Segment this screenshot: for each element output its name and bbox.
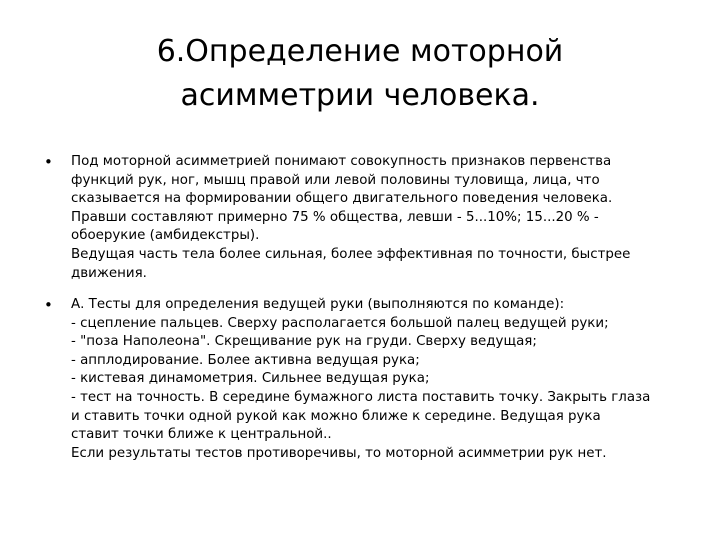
text-line: и ставить точки одной рукой как можно ближе к середине. Ведущая рука (71, 408, 601, 424)
text-line: Ведущая часть тела более сильная, более эффективная по точности, быстрее (71, 246, 631, 262)
text-line: А. Тесты для определения ведущей руки (выполняются по команде): (71, 297, 565, 312)
bullet-marker: • (44, 153, 53, 171)
bullet-list (44, 138, 684, 461)
text-line: - кистевая динамометрия. Сильнее ведущая рука; (71, 371, 430, 387)
text-line: - тест на точность. В середине бумажного листа поставить точку. Закрыть глаза (71, 389, 651, 405)
text-line: Под моторной асимметрией понимают совокупность признаков первенства (71, 154, 612, 169)
text-line: ставит точки ближе к центральной.. (71, 427, 332, 443)
text-line: - сцепление пальцев. Сверху располагается большой палец ведущей руки; (71, 315, 609, 331)
text-line: движения. (71, 265, 147, 281)
title-line: 6.Определение моторной (156, 34, 564, 69)
text-line: обоерукие (амбидекстры). (71, 228, 260, 244)
bullet-item-hand-tests (44, 296, 711, 463)
text-line: - апплодирование. Более активна ведущая рука; (71, 352, 420, 368)
text-line: сказывается на формировании общего двигательного поведения человека. (71, 191, 613, 207)
text-line: Правши составляют примерно 75 % общества, левши - 5...10%; 15...20 % - (71, 209, 599, 225)
bullet-marker: • (44, 296, 53, 314)
text-line: - "поза Наполеона". Скрещивание рук на груди. Сверху ведущая; (71, 334, 537, 350)
bullet-item-definition (44, 153, 684, 283)
slide-title (40, 30, 680, 118)
text-line: функций рук, ног, мышц правой или левой половины туловища, лица, что (71, 172, 600, 188)
title-line: асимметрии человека. (180, 78, 540, 113)
text-line: Если результаты тестов противоречивы, то моторной асимметрии рук нет. (71, 445, 607, 461)
